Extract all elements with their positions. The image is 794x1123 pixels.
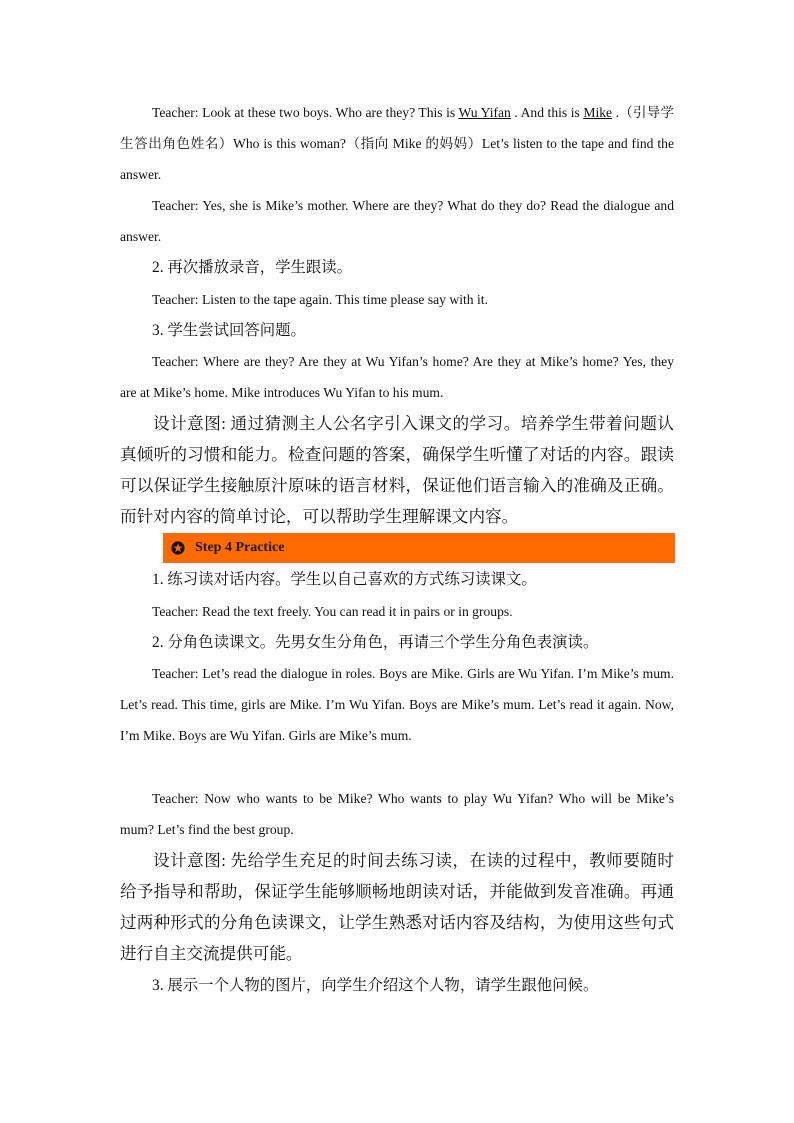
paragraph-teacher-read-freely: Teacher: Read the text freely. You can read it in pairs or in groups. [152, 604, 513, 619]
paragraph-teacher-roles: Teacher: Let’s read the dialogue in roles. Boys are Mike. Girls are Wu Yifan. I’m Mike’s mum. Let’s read. This time, girls are Mike. I’m Wu Yifan. Boys are Mike’s mum. Let’s read it again. Now, I’m Mike. Boys are Wu Yifan. Girls are Mike’s mum. [120, 666, 674, 743]
text-run: .（引导学生答出角色姓名）Who is this woman?（指向 Mike 的妈妈）Let’s listen to the tape and find the answer. [120, 105, 674, 182]
step-4-header-bar [163, 533, 675, 563]
paragraph-design-intent-2: 设计意图: 先给学生充足的时间去练习读，在读的过程中，教师要随时给予指导和帮助，保证学生能够顺畅地朗读对话，并能做到发音准确。再通过两种形式的分角色读课文，让学生熟悉对话内容及结构，为使用这些句式进行自主交流提供可能。 [120, 851, 674, 963]
paragraph-practice-1: 1. 练习读对话内容。学生以自己喜欢的方式练习读课文。 [152, 571, 537, 588]
paragraph-step-2-replay: 2. 再次播放录音，学生跟读。 [152, 259, 353, 276]
underlined-name-wu-yifan: Wu Yifan [458, 105, 511, 120]
paragraph-teacher-intro [120, 97, 674, 190]
paragraph-teacher-mother: Teacher: Yes, she is Mike’s mother. Where are they? What do they do? Read the dialogue and answer. [120, 198, 674, 244]
text-run: Teacher: Look at these two boys. Who are they? This is [152, 105, 459, 120]
text-run: . And this is [510, 105, 584, 120]
star-circle-icon [171, 541, 185, 555]
paragraph-practice-3: 3. 展示一个人物的图片，向学生介绍这个人物，请学生跟他问候。 [152, 977, 599, 994]
paragraph-design-intent-1: 设计意图: 通过猜测主人公名字引入课文的学习。培养学生带着问题认真倾听的习惯和能力。检查问题的答案，确保学生听懂了对话的内容。跟读可以保证学生接触原汁原味的语言材料，保证他们语言输入的准确及正确。而针对内容的简单讨论，可以帮助学生理解课文内容。 [120, 414, 674, 526]
paragraph-teacher-where: Teacher: Where are they? Are they at Wu Yifan’s home? Are they at Mike’s home? Yes, they are at Mike’s home. Mike introduces Wu Yifan to his mum. [120, 354, 674, 400]
paragraph-practice-2: 2. 分角色读课文。先男女生分角色，再请三个学生分角色表演读。 [152, 634, 599, 651]
step-4-title: Step 4 Practice [195, 540, 285, 555]
paragraph-teacher-who-wants: Teacher: Now who wants to be Mike? Who wants to play Wu Yifan? Who will be Mike’s mum? Let’s find the best group. [120, 791, 674, 837]
paragraph-step-3-answer: 3. 学生尝试回答问题。 [152, 322, 306, 339]
paragraph-teacher-listen: Teacher: Listen to the tape again. This time please say with it. [152, 292, 488, 307]
underlined-name-mike: Mike [583, 105, 613, 120]
